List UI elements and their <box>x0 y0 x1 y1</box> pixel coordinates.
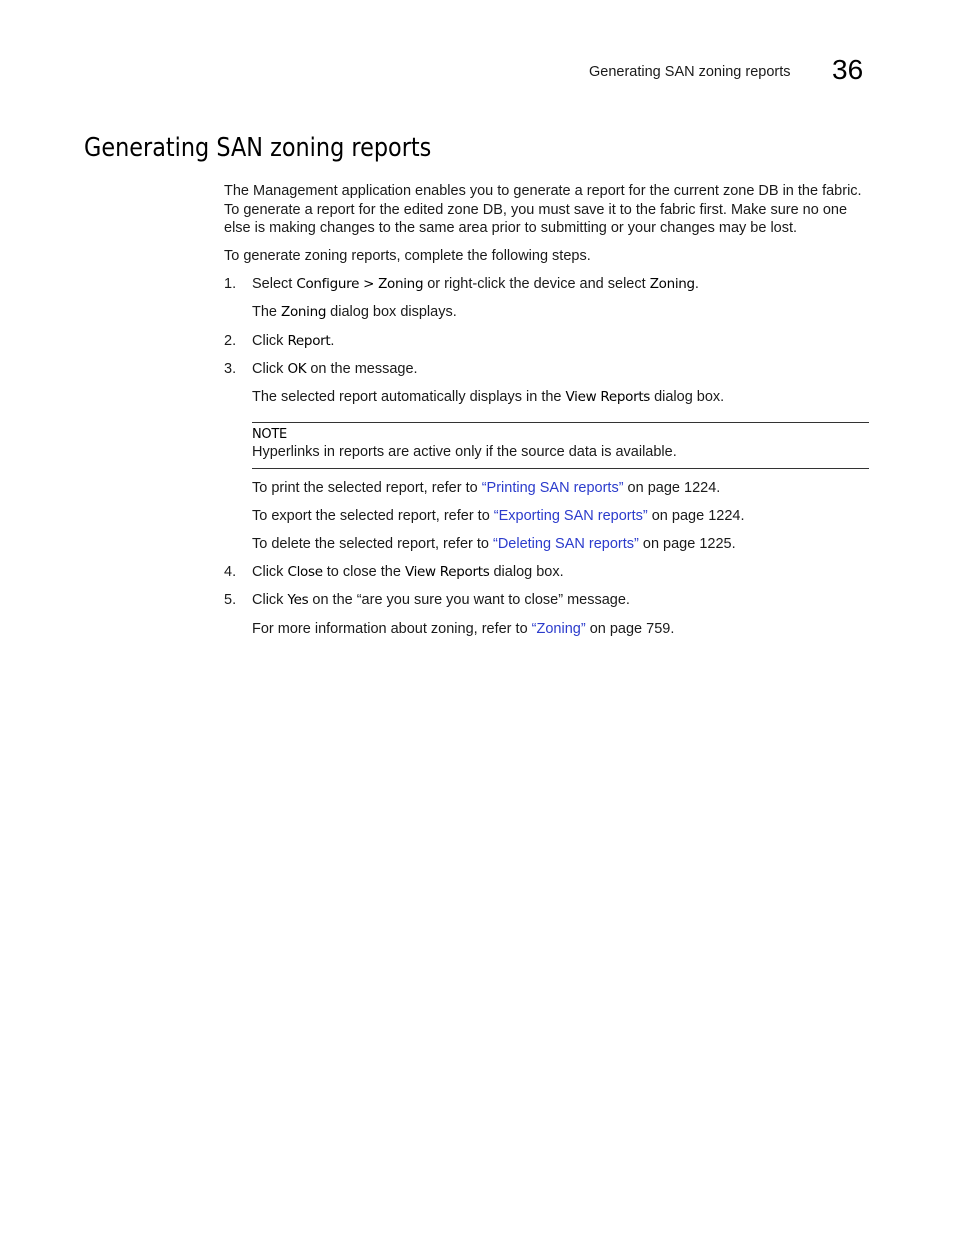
step-text: Select <box>252 276 297 292</box>
step-text: dialog box. <box>489 564 564 580</box>
step-text: to close the <box>322 564 405 580</box>
step-number: 4. <box>224 564 237 580</box>
link-deleting-san-reports[interactable]: “Deleting SAN reports” <box>493 536 639 552</box>
step-text: on the message. <box>306 361 418 377</box>
ref-text: on page 1224. <box>623 480 721 496</box>
intro-paragraph: The Management application enables you to generate a report for the current zone DB in the fabric. To generate a report for the edited zone DB, you must save it to the fabric first. Make sure no one else is making changes to the same area prior to submitting or your changes may be lost. <box>224 183 862 236</box>
ref-text: To export the selected report, refer to <box>252 508 494 524</box>
ref-text: on page 1225. <box>638 536 736 552</box>
ui-label: Report <box>287 333 331 349</box>
step-text: . <box>330 333 335 349</box>
step-text: Click <box>252 361 288 377</box>
ref-text: To print the selected report, refer to <box>252 480 482 496</box>
note-label: NOTE <box>252 427 287 442</box>
page-title: Generating SAN zoning reports <box>84 133 432 163</box>
ui-label: View Reports <box>565 389 651 405</box>
step-2 <box>252 332 334 350</box>
ref-text: To delete the selected report, refer to <box>252 536 493 552</box>
step-text: or right-click the device and select <box>423 276 650 292</box>
link-printing-san-reports[interactable]: “Printing SAN reports” <box>481 480 624 496</box>
ref-delete <box>252 535 736 553</box>
link-exporting-san-reports[interactable]: “Exporting SAN reports” <box>493 508 648 524</box>
step-5 <box>252 591 630 609</box>
step-text: dialog box displays. <box>326 304 457 320</box>
step-text: The <box>252 304 282 320</box>
step-3 <box>252 360 418 378</box>
step-number: 1. <box>224 276 237 292</box>
ref-more <box>252 620 674 638</box>
ref-text: on page 759. <box>585 621 675 637</box>
note-box <box>252 422 869 469</box>
step-text: . <box>694 276 699 292</box>
step-text: The selected report automatically displays in the <box>252 389 566 405</box>
step-4 <box>252 563 564 581</box>
step-text: Click <box>252 333 288 349</box>
step-text: on the “are you sure you want to close” message. <box>308 592 630 608</box>
note-text: Hyperlinks in reports are active only if the source data is available. <box>252 444 677 460</box>
ref-print <box>252 479 720 497</box>
step-number: 3. <box>224 361 237 377</box>
running-header: Generating SAN zoning reports <box>589 64 791 80</box>
step-text: Click <box>252 592 288 608</box>
step-3-result <box>252 388 724 406</box>
lead-sentence: To generate zoning reports, complete the following steps. <box>224 248 591 264</box>
step-1 <box>252 275 699 293</box>
step-text: Click <box>252 564 288 580</box>
ui-label: View Reports <box>404 564 490 580</box>
ui-label: Zoning <box>649 276 695 292</box>
ref-text: on page 1224. <box>647 508 745 524</box>
ref-text: For more information about zoning, refer to <box>252 621 532 637</box>
ref-export <box>252 507 744 525</box>
ui-label: Close <box>287 564 323 580</box>
link-zoning[interactable]: “Zoning” <box>531 621 586 637</box>
step-number: 2. <box>224 333 237 349</box>
step-number: 5. <box>224 592 237 608</box>
chapter-number: 36 <box>832 54 864 85</box>
ui-label: Configure > Zoning <box>296 276 424 292</box>
ui-label: OK <box>287 361 307 377</box>
ui-label: Zoning <box>281 304 327 320</box>
step-1-result <box>252 303 457 321</box>
step-text: dialog box. <box>650 389 725 405</box>
ui-label: Yes <box>287 592 309 608</box>
